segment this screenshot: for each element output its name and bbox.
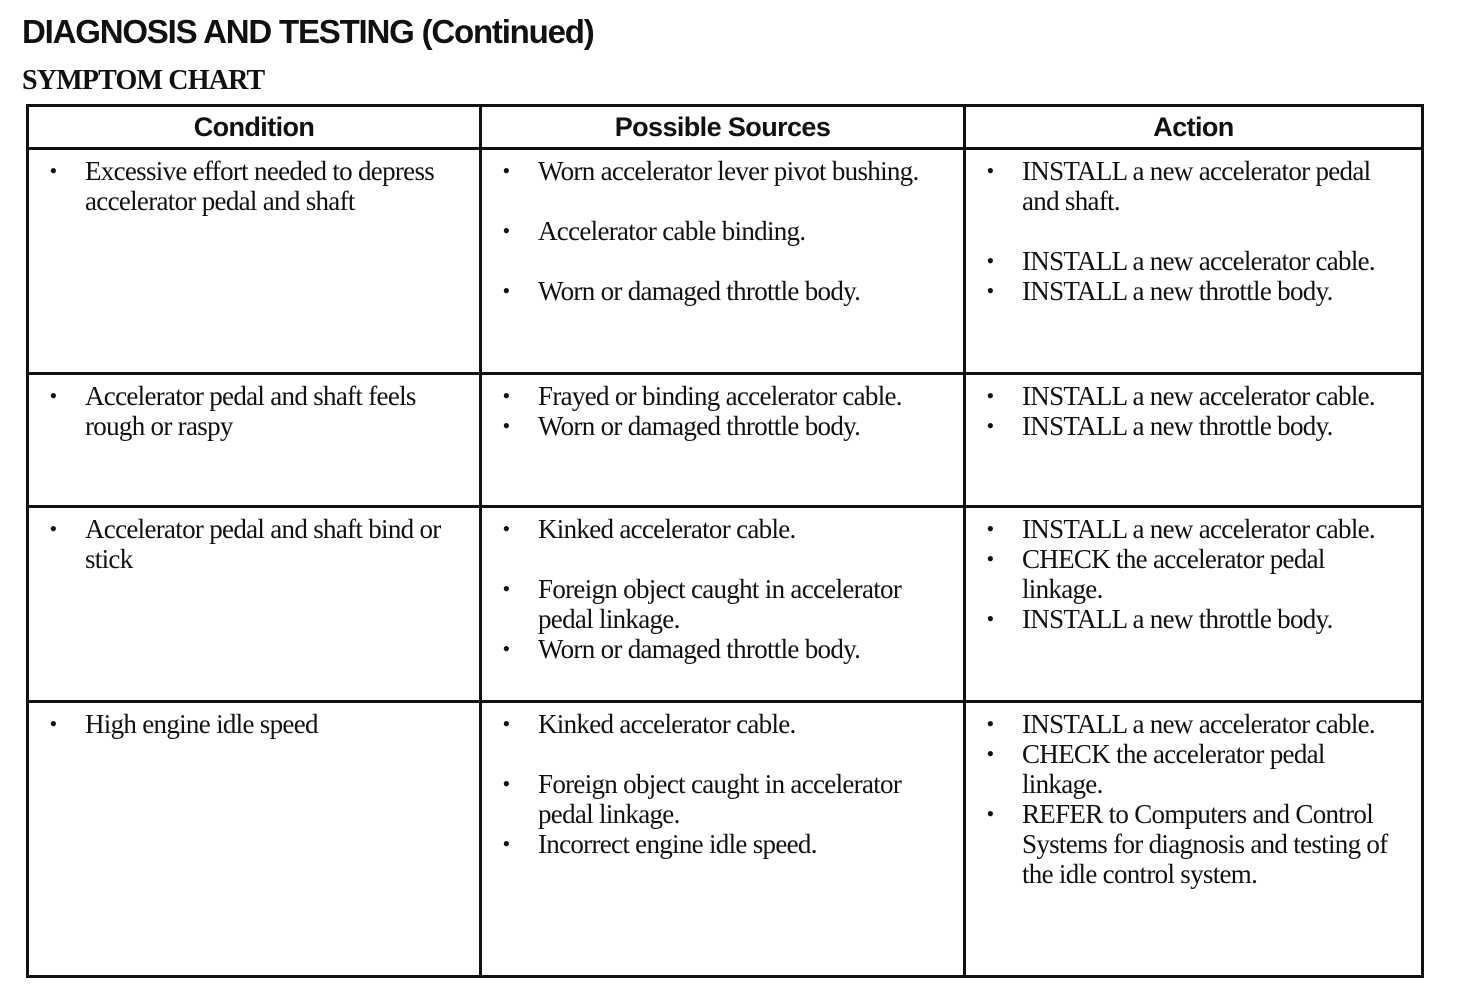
action-text: INSTALL a new throttle body.	[1022, 604, 1333, 634]
bullet-icon: •	[986, 516, 994, 541]
bullet-icon: •	[502, 218, 510, 243]
sources-cell	[481, 149, 965, 374]
sources-cell	[481, 702, 965, 977]
list-item	[494, 709, 949, 739]
action-cell	[965, 507, 1423, 702]
table-row	[28, 374, 1423, 507]
source-text: Foreign object caught in accelerator pedal linkage.	[538, 574, 902, 634]
bullet-icon: •	[986, 278, 994, 303]
bullet-icon: •	[49, 516, 57, 541]
list-item	[41, 156, 465, 216]
bullet-icon: •	[986, 546, 994, 571]
list-item	[494, 769, 949, 829]
sources-cell	[481, 374, 965, 507]
list-item	[978, 709, 1407, 739]
list-item	[978, 544, 1407, 604]
list-item	[494, 514, 949, 544]
list-item	[494, 634, 949, 664]
list-item	[978, 514, 1407, 544]
bullet-icon: •	[49, 158, 57, 183]
condition-text: High engine idle speed	[85, 709, 318, 739]
action-text: CHECK the accelerator pedal linkage.	[1022, 739, 1325, 799]
list-item	[494, 216, 949, 246]
list-item	[978, 739, 1407, 799]
bullet-icon: •	[986, 801, 994, 826]
page-title: DIAGNOSIS AND TESTING (Continued)	[22, 13, 594, 50]
condition-text: Accelerator pedal and shaft feels rough or raspy	[85, 381, 416, 441]
condition-cell	[28, 507, 481, 702]
bullet-icon: •	[502, 711, 510, 736]
bullet-icon: •	[502, 831, 510, 856]
list-item	[494, 574, 949, 634]
bullet-icon: •	[502, 771, 510, 796]
list-item	[978, 411, 1407, 441]
list-item	[978, 276, 1407, 306]
table-header-row	[28, 106, 1423, 149]
list-item	[978, 799, 1407, 889]
bullet-icon: •	[986, 413, 994, 438]
action-cell	[965, 702, 1423, 977]
action-text: INSTALL a new accelerator pedal and shaft.	[1022, 156, 1371, 216]
bullet-icon: •	[986, 711, 994, 736]
action-text: INSTALL a new accelerator cable.	[1022, 246, 1375, 276]
list-item	[494, 411, 949, 441]
header-condition: Condition	[28, 106, 481, 149]
action-text: INSTALL a new accelerator cable.	[1022, 514, 1375, 544]
condition-cell	[28, 702, 481, 977]
source-text: Foreign object caught in accelerator pedal linkage.	[538, 769, 902, 829]
source-text: Kinked accelerator cable.	[538, 709, 796, 739]
header-action: Action	[965, 106, 1423, 149]
list-item	[41, 709, 465, 739]
bullet-icon: •	[986, 606, 994, 631]
action-text: REFER to Computers and Control Systems for diagnosis and testing of the idle control system.	[1022, 799, 1388, 889]
list-item	[494, 276, 949, 306]
bullet-icon: •	[502, 383, 510, 408]
condition-cell	[28, 149, 481, 374]
bullet-icon: •	[502, 278, 510, 303]
bullet-icon: •	[502, 158, 510, 183]
table-row	[28, 507, 1423, 702]
action-text: INSTALL a new accelerator cable.	[1022, 709, 1375, 739]
list-item	[494, 156, 949, 186]
source-text: Worn or damaged throttle body.	[538, 634, 861, 664]
bullet-icon: •	[502, 636, 510, 661]
source-text: Accelerator cable binding.	[538, 216, 806, 246]
list-item	[978, 604, 1407, 634]
condition-text: Accelerator pedal and shaft bind or stick	[85, 514, 441, 574]
list-item	[41, 381, 465, 441]
action-cell	[965, 149, 1423, 374]
source-text: Worn or damaged throttle body.	[538, 276, 861, 306]
action-text: INSTALL a new throttle body.	[1022, 276, 1333, 306]
bullet-icon: •	[49, 383, 57, 408]
header-possible-sources: Possible Sources	[481, 106, 965, 149]
bullet-icon: •	[986, 741, 994, 766]
action-text: CHECK the accelerator pedal linkage.	[1022, 544, 1325, 604]
bullet-icon: •	[49, 711, 57, 736]
list-item	[978, 156, 1407, 216]
bullet-icon: •	[502, 516, 510, 541]
list-item	[41, 514, 465, 574]
sources-cell	[481, 507, 965, 702]
source-text: Frayed or binding accelerator cable.	[538, 381, 902, 411]
source-text: Kinked accelerator cable.	[538, 514, 796, 544]
action-text: INSTALL a new throttle body.	[1022, 411, 1333, 441]
list-item	[494, 829, 949, 859]
chart-title: SYMPTOM CHART	[22, 65, 265, 96]
condition-cell	[28, 374, 481, 507]
symptom-chart-table	[26, 104, 1424, 978]
action-text: INSTALL a new accelerator cable.	[1022, 381, 1375, 411]
condition-text: Excessive effort needed to depress accelerator pedal and shaft	[85, 156, 435, 216]
bullet-icon: •	[986, 158, 994, 183]
list-item	[978, 246, 1407, 276]
source-text: Incorrect engine idle speed.	[538, 829, 817, 859]
source-text: Worn accelerator lever pivot bushing.	[538, 156, 919, 186]
list-item	[494, 381, 949, 411]
list-item	[978, 381, 1407, 411]
table-row	[28, 149, 1423, 374]
bullet-icon: •	[502, 576, 510, 601]
action-cell	[965, 374, 1423, 507]
bullet-icon: •	[502, 413, 510, 438]
bullet-icon: •	[986, 248, 994, 273]
source-text: Worn or damaged throttle body.	[538, 411, 861, 441]
bullet-icon: •	[986, 383, 994, 408]
table-row	[28, 702, 1423, 977]
